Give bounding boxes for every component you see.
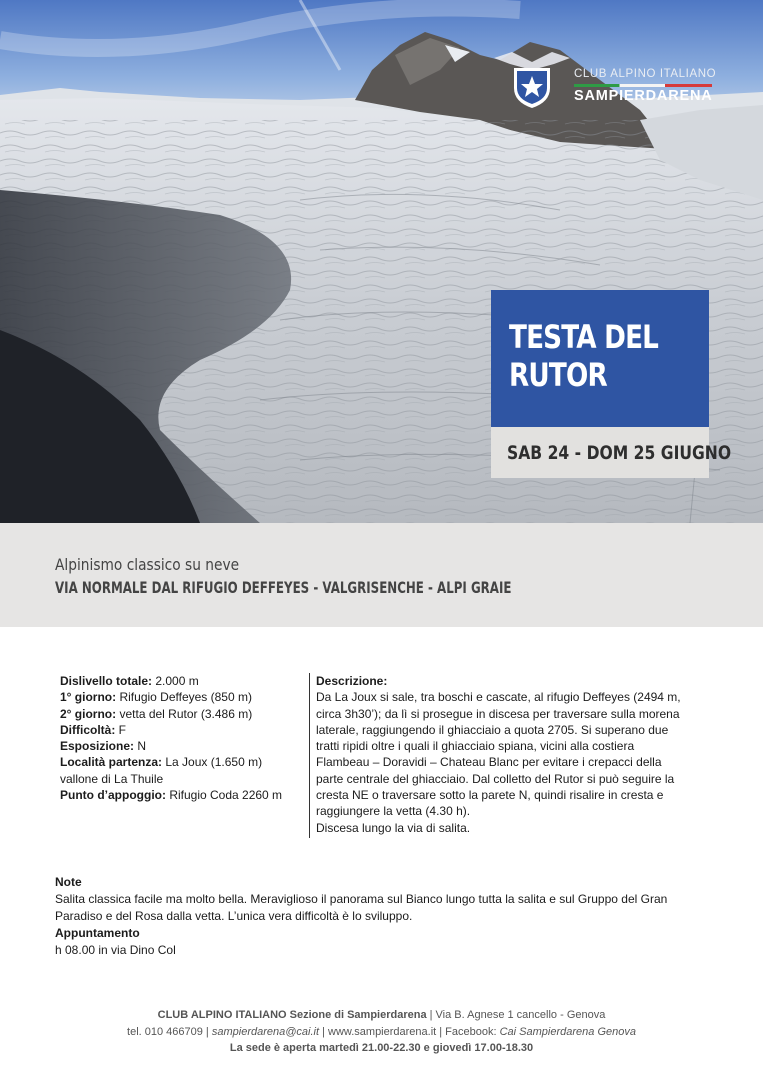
detail-row: 1° giorno: Rifugio Deffeyes (850 m) xyxy=(60,690,252,705)
notes-heading: Note xyxy=(55,875,82,889)
page-title xyxy=(509,318,665,394)
footer xyxy=(0,1007,763,1057)
description-line: laterale, raggiungendo il ghiacciaio a quota 2705. Si superano due xyxy=(316,722,669,737)
notes-line: Paradiso e del Rosa dalla vetta. L’unica vera difficoltà è lo sviluppo. xyxy=(55,909,413,923)
footer-email[interactable]: sampierdarena@cai.it xyxy=(211,1025,320,1038)
cai-logo xyxy=(492,44,722,110)
cai-star-eagle-emblem-icon xyxy=(492,44,572,110)
description-line: Flambeau – Doravidi – Chateau Blanc per evitare i crepacci della xyxy=(316,755,662,770)
route-name: VIA NORMALE DAL RIFUGIO DEFFEYES - VALGRISENCHE - ALPI GRAIE xyxy=(55,578,512,597)
date-box xyxy=(491,427,732,478)
column-divider xyxy=(309,673,310,838)
notes-section xyxy=(55,874,735,959)
appointment-heading: Appuntamento xyxy=(55,926,140,940)
footer-facebook[interactable]: Cai Sampierdarena Genova xyxy=(499,1025,636,1038)
title-line-2: RUTOR xyxy=(509,356,607,394)
detail-row: Dislivello totale: 2.000 m xyxy=(60,674,199,688)
description-line: Discesa lungo la via di salita. xyxy=(316,820,471,835)
detail-row: Punto d’appoggio: Rifugio Coda 2260 m xyxy=(60,788,283,803)
title-line-1: TESTA DEL xyxy=(509,318,659,356)
title-box xyxy=(491,290,709,427)
detail-row: Difficoltà: F xyxy=(60,722,127,737)
trip-details xyxy=(60,673,300,803)
notes-line: Salita classica facile ma molto bella. Meraviglioso il panorama sul Bianco lungo tutta la salita e sul Gruppo del Gran xyxy=(55,892,668,906)
description-line: raggiungere la vetta (4.30 h). xyxy=(316,804,471,819)
detail-row: 2° giorno: vetta del Rutor (3.486 m) xyxy=(60,706,253,721)
description-line: Da La Joux si sale, tra boschi e cascate, al rifugio Deffeyes (2494 m, xyxy=(316,690,681,705)
description-line: parte centrale del ghiacciaio. Dal colletto del Rutor si può seguire la xyxy=(316,771,675,786)
description-heading: Descrizione: xyxy=(316,674,388,688)
event-date: SAB 24 - DOM 25 GIUGNO xyxy=(507,442,732,464)
subtitle-band xyxy=(0,523,763,627)
footer-hours: La sede è aperta martedì 21.00-22.30 e giovedì 17.00-18.30 xyxy=(229,1042,534,1054)
activity-type: Alpinismo classico su neve xyxy=(55,555,240,574)
org-name: CLUB ALPINO ITALIANO xyxy=(574,68,717,80)
detail-row: vallone di La Thuile xyxy=(60,771,164,786)
detail-row: Località partenza: La Joux (1.650 m) xyxy=(60,755,263,770)
footer-website[interactable]: | www.sampierdarena.it | Facebook: xyxy=(319,1025,500,1038)
description-line: tratti ripidi oltre i quali il ghiacciaio spiana, vicini alla costiera xyxy=(316,739,635,754)
appointment-text: h 08.00 in via Dino Col xyxy=(55,943,176,957)
description-line: circa 3h30’); da lì si prosegue in discesa per traversare sulla morena xyxy=(316,706,680,721)
detail-row: Esposizione: N xyxy=(60,739,147,754)
footer-address: CLUB ALPINO ITALIANO Sezione di Sampierdarena | Via B. Agnese 1 cancello - Genova xyxy=(157,1009,606,1021)
section-name: SAMPIERDARENA xyxy=(574,88,713,104)
tricolor-line xyxy=(574,84,712,87)
footer-contacts: tel. 010 466709 | sampierdarena@cai.it | www.sampierdarena.it | Facebook: Cai Sampierdarena Genova xyxy=(127,1025,636,1038)
description-line: cresta NE o traversare sotto la parete N, quindi risalire in cresta e xyxy=(316,788,664,803)
description xyxy=(316,673,726,836)
